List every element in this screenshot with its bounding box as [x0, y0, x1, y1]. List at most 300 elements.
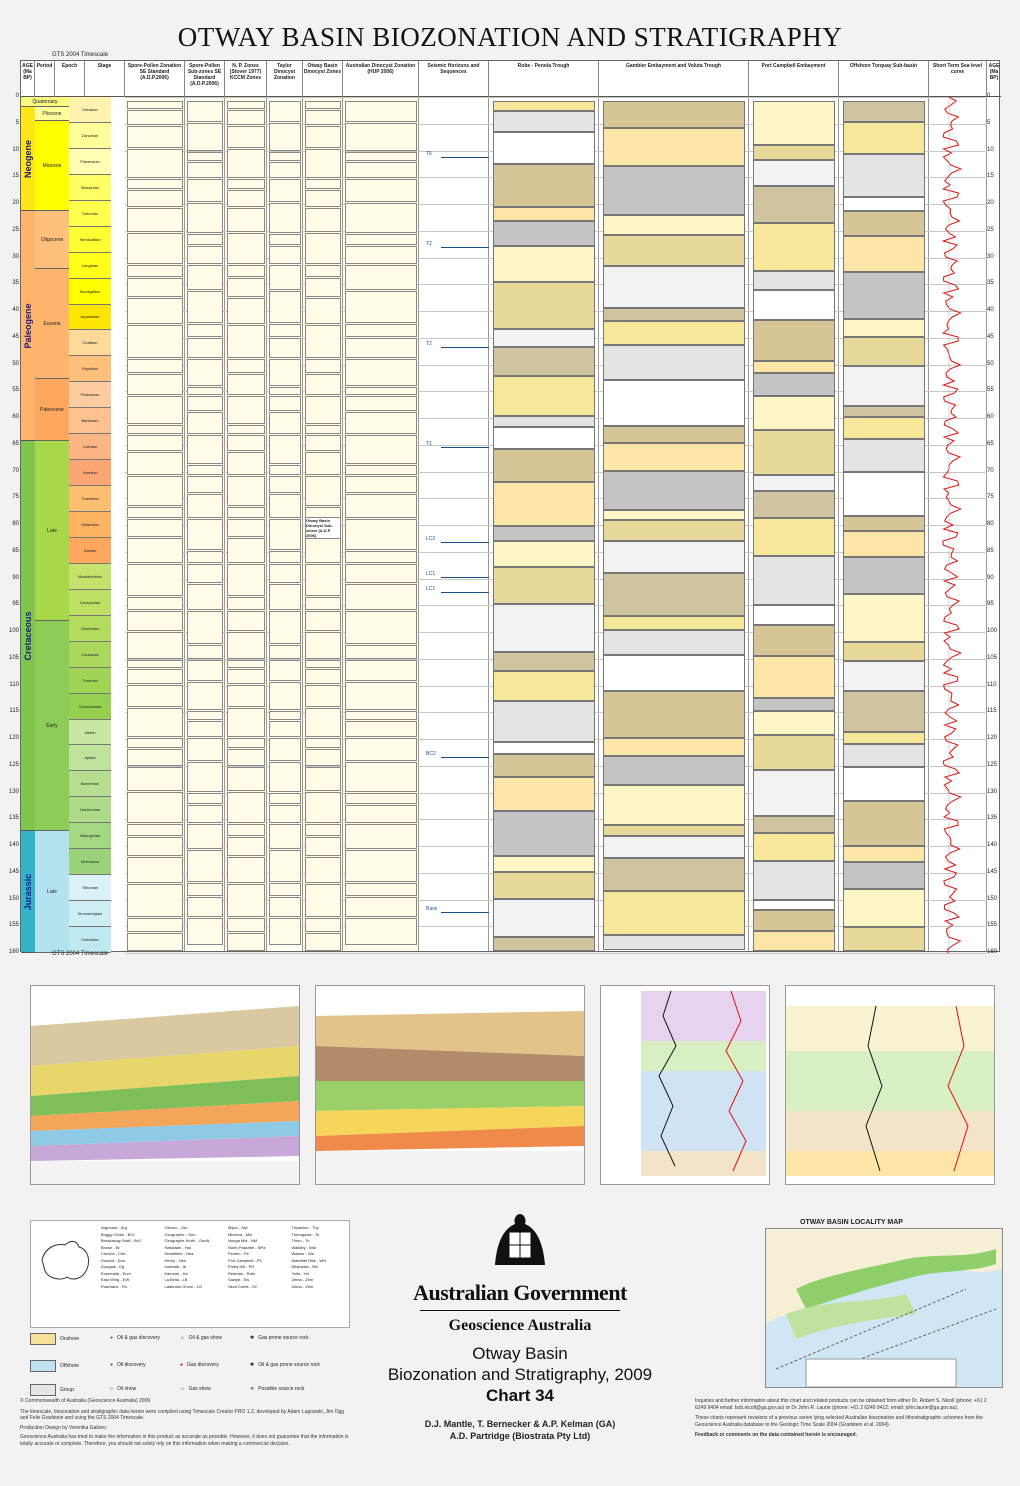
zone-box	[127, 792, 183, 823]
stage-serravallian: Serravallian	[69, 227, 111, 253]
formation-block	[753, 320, 835, 361]
zone-box	[269, 435, 301, 464]
formation-block	[843, 732, 925, 744]
zone-box	[305, 597, 341, 610]
abbreviation-item: Nunga Mia - NM	[228, 1238, 258, 1243]
formation-block	[843, 862, 925, 889]
zone-box	[345, 412, 417, 434]
formation-block	[493, 246, 595, 282]
zone-box	[269, 338, 301, 358]
zone-box	[269, 396, 301, 411]
formation-block	[603, 858, 745, 891]
zone-box	[345, 179, 417, 202]
stage-ypresian: Ypresian	[69, 460, 111, 486]
zone-box	[345, 738, 417, 761]
formation-block	[493, 671, 595, 701]
legend-oil-discovery: Oil discovery	[117, 1362, 146, 1368]
header-seismic: Seismic Horizons and Sequences	[419, 61, 489, 97]
formation-block	[753, 556, 835, 605]
zone-box	[345, 711, 417, 720]
header-stage: Stage	[85, 61, 125, 97]
header-age-right: AGE (Ma BP)	[987, 61, 1001, 97]
header-period: Period	[35, 61, 55, 97]
zone-box	[187, 519, 223, 550]
zone-box	[269, 162, 301, 178]
formation-block	[603, 215, 745, 235]
zone-box	[187, 152, 223, 161]
epoch-paleocene: Paleocene	[35, 379, 69, 441]
age-tick-right: 140	[987, 842, 998, 848]
zone-box	[127, 519, 183, 537]
zone-box	[187, 246, 223, 264]
zone-box	[127, 325, 183, 358]
seismic-horizon-line	[441, 592, 489, 593]
seismic-horizon-line	[441, 577, 489, 578]
zone-box	[227, 538, 265, 563]
epoch-late-cretaceous: Late	[35, 441, 69, 621]
age-tick-right: 100	[987, 628, 998, 634]
zone-box	[269, 897, 301, 917]
age-tick-right: 0	[987, 93, 991, 99]
zone-box	[269, 265, 301, 290]
age-tick: 95	[12, 601, 19, 608]
age-tick-right: 120	[987, 735, 998, 741]
zone-box	[345, 338, 417, 358]
stage-priabonian: Priabonian	[69, 382, 111, 408]
age-tick: 15	[12, 173, 19, 180]
formation-block	[753, 816, 835, 833]
age-tick: 115	[9, 708, 19, 715]
formation-block	[753, 698, 835, 711]
abbreviation-item: Waarre - Wa	[291, 1251, 314, 1256]
zone-box	[187, 824, 223, 849]
oil-gas-prone-icon: ✱	[250, 1362, 255, 1368]
age-tick-right: 115	[987, 708, 997, 715]
formation-block	[493, 777, 595, 811]
zone-box	[345, 234, 417, 245]
zone-box	[127, 476, 183, 506]
age-tick: 0	[15, 93, 19, 99]
zone-box	[187, 793, 223, 804]
formation-block	[603, 101, 745, 128]
formation-block	[493, 207, 595, 221]
period-label-cretaceous: Cretaceous	[23, 610, 33, 661]
formation-block	[753, 518, 835, 556]
seismic-horizon-line	[441, 247, 489, 248]
inquiry-block	[695, 1398, 995, 1439]
zone-box	[127, 767, 183, 791]
abbreviation-item: Geographe - Geo	[164, 1231, 196, 1237]
zone-box	[227, 452, 265, 475]
chart-title-line3: Chart 34	[485, 1386, 555, 1405]
seismic-horizon: Base	[426, 906, 438, 912]
stage-danian: Danian	[69, 538, 111, 564]
zone-box	[305, 708, 341, 737]
abbreviation-item: Sawpit - Sw	[228, 1277, 250, 1282]
zone-box	[127, 837, 183, 856]
zone-box	[187, 660, 223, 681]
zone-box	[345, 660, 417, 681]
formation-block	[843, 101, 925, 122]
zone-box	[345, 435, 417, 464]
zone-box	[187, 564, 223, 583]
abbreviation-item: Heathfield - Hea	[164, 1251, 194, 1256]
timescale-label-bottom: GTS 2004 Timescale	[52, 951, 109, 957]
zone-box	[227, 519, 265, 537]
formation-block	[493, 526, 595, 541]
zone-box	[227, 476, 265, 506]
age-tick-right: 85	[987, 547, 994, 554]
formation-block	[603, 691, 745, 738]
stage-valanginian: Valanginian	[69, 823, 111, 849]
formation-block	[753, 101, 835, 145]
zone-box	[305, 669, 341, 684]
zone-box	[269, 179, 301, 202]
abbreviation-item: Katnook - Ka	[164, 1270, 188, 1276]
zone-box	[127, 278, 183, 297]
age-tick: 45	[12, 333, 19, 340]
age-tick-right: 15	[987, 173, 994, 180]
zone-box	[269, 359, 301, 386]
otway-dino-subzone-header: Otway Basin Dinocyst Sub-zones (A.D.P. 2006)	[305, 517, 341, 539]
age-tick-right: 105	[987, 654, 998, 661]
zone-box	[305, 298, 341, 324]
formation-block	[493, 282, 595, 329]
zone-box	[127, 597, 183, 610]
zone-box	[127, 265, 183, 277]
copyright-design: Production Design by Veronika Galinec	[20, 1424, 107, 1431]
period-cretaceous	[21, 441, 35, 831]
zone-box	[187, 359, 223, 386]
zone-box	[227, 918, 265, 932]
epoch-late-jurassic: Late	[35, 831, 69, 953]
zone-box	[305, 374, 341, 395]
zone-box	[345, 551, 417, 563]
formation-block	[753, 931, 835, 951]
zone-box	[127, 685, 183, 707]
zone-box	[187, 324, 223, 337]
age-tick-right: 65	[987, 440, 994, 447]
stage-santonian: Santonian	[69, 616, 111, 642]
zone-box	[127, 190, 183, 207]
seismic-horizon-line	[441, 757, 489, 758]
age-tick-right: 25	[987, 226, 994, 233]
zone-box	[127, 660, 183, 668]
stage-barremian: Barremian	[69, 771, 111, 797]
seismic-horizon: BC2	[426, 751, 436, 757]
abbreviation-item: Halladale - Hal	[164, 1244, 191, 1250]
epoch-miocene: Miocene	[35, 121, 69, 211]
zone-box	[345, 465, 417, 475]
formation-block	[603, 443, 745, 471]
formation-block	[843, 272, 925, 319]
age-tick-right: 90	[987, 574, 994, 581]
zone-box	[345, 246, 417, 264]
age-tick: 125	[8, 761, 19, 768]
header-aus-dino: Australian Dinocyst Zonation (HUP 2006)	[343, 61, 419, 97]
age-tick-right: 95	[987, 601, 994, 608]
zone-box	[305, 685, 341, 707]
age-gridline	[125, 97, 987, 98]
stage-gelasian: Gelasian	[69, 97, 111, 123]
age-tick: 140	[8, 842, 19, 848]
zone-box	[305, 101, 341, 109]
zone-box	[345, 564, 417, 583]
age-tick: 75	[12, 494, 19, 501]
formation-block	[843, 531, 925, 557]
formation-block	[493, 541, 595, 567]
gas-show-icon: ☼	[180, 1386, 185, 1392]
zone-box	[227, 749, 265, 766]
zone-box	[187, 179, 223, 202]
zone-box	[127, 669, 183, 684]
age-tick: 160	[8, 949, 19, 955]
stage-aquitanian: Aquitanian	[69, 305, 111, 331]
zone-box	[345, 291, 417, 323]
formation-block	[753, 900, 835, 910]
australia-icon	[37, 1235, 93, 1285]
zone-box	[187, 738, 223, 761]
stage-piacenzian: Piacenzian	[69, 149, 111, 175]
header-gambier: Gambier Embayment and Voluta Trough	[599, 61, 749, 97]
formation-block	[603, 166, 745, 215]
zone-box	[269, 412, 301, 434]
zone-box	[305, 884, 341, 917]
zone-box	[127, 611, 183, 631]
period-paleogene	[21, 211, 35, 441]
zone-box	[227, 857, 265, 883]
zone-box	[345, 611, 417, 644]
abbreviation-item: Douglas - Dg	[101, 1264, 125, 1269]
legend-oil-gas-discovery: Oil & gas discovery	[117, 1335, 160, 1341]
abbreviation-item: Pecten - Pe	[228, 1251, 249, 1256]
stage-thanetian: Thanetian	[69, 486, 111, 512]
zone-box	[269, 883, 301, 896]
header-spore-se: Spore-Pollen Zonation SE Standard (A.D.P.2006)	[125, 61, 185, 97]
legend-gas-discovery: Gas discovery	[187, 1362, 219, 1368]
age-tick-right: 50	[987, 360, 994, 367]
formation-block	[843, 661, 925, 691]
abbreviation-item: Tirrengowa - Tir	[291, 1231, 320, 1237]
epoch-early-cretaceous: Early	[35, 621, 69, 831]
age-tick-right: 135	[987, 815, 998, 822]
zone-box	[187, 883, 223, 896]
zone-box	[227, 374, 265, 395]
zone-box	[127, 884, 183, 917]
zone-box	[345, 123, 417, 151]
stage-lutetian: Lutetian	[69, 434, 111, 460]
formation-block	[843, 406, 925, 417]
stage-turonian: Turonian	[69, 668, 111, 694]
abbreviation-item: Port Campbell - PC	[228, 1257, 263, 1263]
age-tick: 100	[8, 628, 19, 634]
zone-box	[345, 682, 417, 710]
zone-box	[227, 208, 265, 232]
copyright-compiled: The timescale, biozonation and stratigraphic data herein were compiled using Timescale Creator PRO 1.2, developed by Adam Lugowski, Jim Ogg and Felix Gradstein and using the GTS 2004 Timescale.	[20, 1408, 345, 1421]
age-tick: 120	[8, 735, 19, 741]
zone-box	[187, 805, 223, 823]
zone-box	[269, 611, 301, 644]
zone-box	[345, 359, 417, 386]
abbreviation-item: Thylacine - Thy	[291, 1225, 319, 1230]
formation-block	[603, 630, 745, 655]
zone-box	[187, 476, 223, 493]
zone-box	[269, 234, 301, 245]
stage-bartonian: Bartonian	[69, 408, 111, 434]
zone-box	[345, 824, 417, 849]
chart-title-line2: Biozonation and Stratigraphy, 2009	[387, 1365, 653, 1384]
abbreviations-list	[101, 1225, 351, 1290]
formation-block	[603, 345, 745, 380]
formation-block	[843, 472, 925, 516]
zone-box	[305, 918, 341, 932]
abbreviation-item: Ladbroke Grove - LG	[164, 1283, 203, 1289]
zone-box	[345, 762, 417, 792]
formation-block	[753, 396, 835, 430]
formation-block	[753, 475, 835, 491]
formation-block	[753, 223, 835, 271]
zone-box	[269, 805, 301, 823]
well-log-1-svg	[601, 986, 769, 1184]
stage-kimmeridgian: Kimmeridgian	[69, 901, 111, 927]
formation-block	[753, 910, 835, 931]
zone-box	[187, 396, 223, 411]
formation-block	[493, 754, 595, 777]
formation-block	[603, 235, 745, 266]
header-age: AGE (Ma BP)	[21, 61, 35, 97]
zone-box	[269, 519, 301, 550]
formation-block	[493, 101, 595, 111]
age-tick: 145	[8, 868, 19, 875]
zone-box	[269, 203, 301, 233]
legend-group-swatch	[30, 1384, 56, 1396]
zone-box	[227, 660, 265, 668]
zone-box	[227, 884, 265, 917]
zone-box	[227, 359, 265, 373]
age-tick: 60	[12, 414, 19, 420]
symbol-legend	[30, 1333, 350, 1363]
formation-block	[603, 471, 745, 510]
zone-box	[127, 233, 183, 264]
zone-box	[269, 824, 301, 849]
age-tick-right: 155	[987, 922, 998, 929]
zone-box	[227, 669, 265, 684]
zone-box	[227, 564, 265, 596]
zone-box	[187, 584, 223, 610]
formation-block	[843, 417, 925, 439]
formation-block	[603, 380, 745, 426]
abbreviation-item: Wallaby - Wal	[291, 1244, 316, 1250]
age-tick: 20	[12, 200, 19, 206]
abbreviation-item: Whipstick - Wh	[291, 1264, 319, 1269]
period-jurassic	[21, 831, 35, 953]
zone-box	[187, 897, 223, 917]
formation-block	[753, 361, 835, 373]
abbreviation-item: Zema - Zem	[291, 1283, 314, 1289]
header-port-campbell: Port Campbell Embayment	[749, 61, 839, 97]
age-tick-right: 145	[987, 868, 998, 875]
zone-box	[227, 278, 265, 297]
zone-box	[345, 793, 417, 804]
stage-langhian: Langhian	[69, 253, 111, 279]
zone-box	[305, 933, 341, 951]
zone-box	[127, 564, 183, 596]
formation-block	[843, 801, 925, 846]
sea-level-curve	[929, 97, 987, 953]
formation-block	[753, 186, 835, 223]
abbreviation-item: Yolla - Yol	[291, 1270, 309, 1276]
abbreviation-item: Brown - Br	[101, 1244, 120, 1250]
age-tick-right: 80	[987, 521, 994, 527]
zone-box	[227, 738, 265, 748]
timescale-label-top: GTS 2004 Timescale	[52, 52, 109, 58]
formation-block	[603, 128, 745, 166]
zone-box	[227, 101, 265, 109]
zone-box	[345, 101, 417, 122]
formation-block	[843, 122, 925, 154]
zone-box	[269, 387, 301, 395]
zone-box	[305, 233, 341, 264]
formation-block	[753, 625, 835, 656]
epoch-oligocene: Oligocene	[35, 211, 69, 269]
zone-box	[127, 179, 183, 189]
zone-box	[227, 767, 265, 791]
zone-box	[305, 538, 341, 563]
formation-block	[603, 573, 745, 616]
gas-discovery-icon: ●	[180, 1362, 184, 1368]
formation-block	[843, 767, 925, 801]
stage-aptian: Aptian	[69, 745, 111, 771]
zone-box	[227, 837, 265, 856]
header-np-zones: N. P. Zones (Stover 1977) KCCM Zones	[225, 61, 267, 97]
agency-name: Geoscience Australia	[448, 1317, 592, 1334]
age-tick-right: 125	[987, 761, 998, 768]
age-tick: 50	[12, 360, 19, 367]
formation-block	[493, 221, 595, 246]
zone-box	[305, 738, 341, 748]
formation-block	[753, 430, 835, 475]
zone-box	[269, 682, 301, 710]
zone-box	[305, 190, 341, 207]
zone-box	[227, 708, 265, 737]
seismic-column	[419, 97, 489, 951]
stage-zanclean: Zanclean	[69, 123, 111, 149]
header-epoch: Epoch	[55, 61, 85, 97]
formation-block	[493, 742, 595, 754]
zone-box	[345, 396, 417, 411]
zone-box	[127, 435, 183, 451]
formation-block	[603, 426, 745, 443]
formation-block	[753, 271, 835, 290]
seismic-horizon: LC1	[426, 571, 436, 577]
formation-block	[843, 337, 925, 366]
zone-box	[127, 632, 183, 659]
age-tick: 150	[8, 895, 19, 902]
zone-box	[187, 435, 223, 464]
abbreviation-item: Mylor - Myl	[228, 1225, 248, 1230]
legend-oil-show: Oil show	[117, 1386, 137, 1392]
zone-box	[269, 152, 301, 161]
zone-box	[269, 123, 301, 151]
zone-box	[345, 387, 417, 395]
zone-box	[345, 918, 417, 945]
formation-block	[493, 811, 595, 856]
zone-box	[345, 152, 417, 161]
abbreviation-item: Zema - Zem	[291, 1277, 314, 1282]
zone-box	[345, 519, 417, 550]
formation-block	[753, 290, 835, 320]
authors-line2: A.D. Partridge (Biostrata Pty Ltd)	[449, 1431, 591, 1441]
